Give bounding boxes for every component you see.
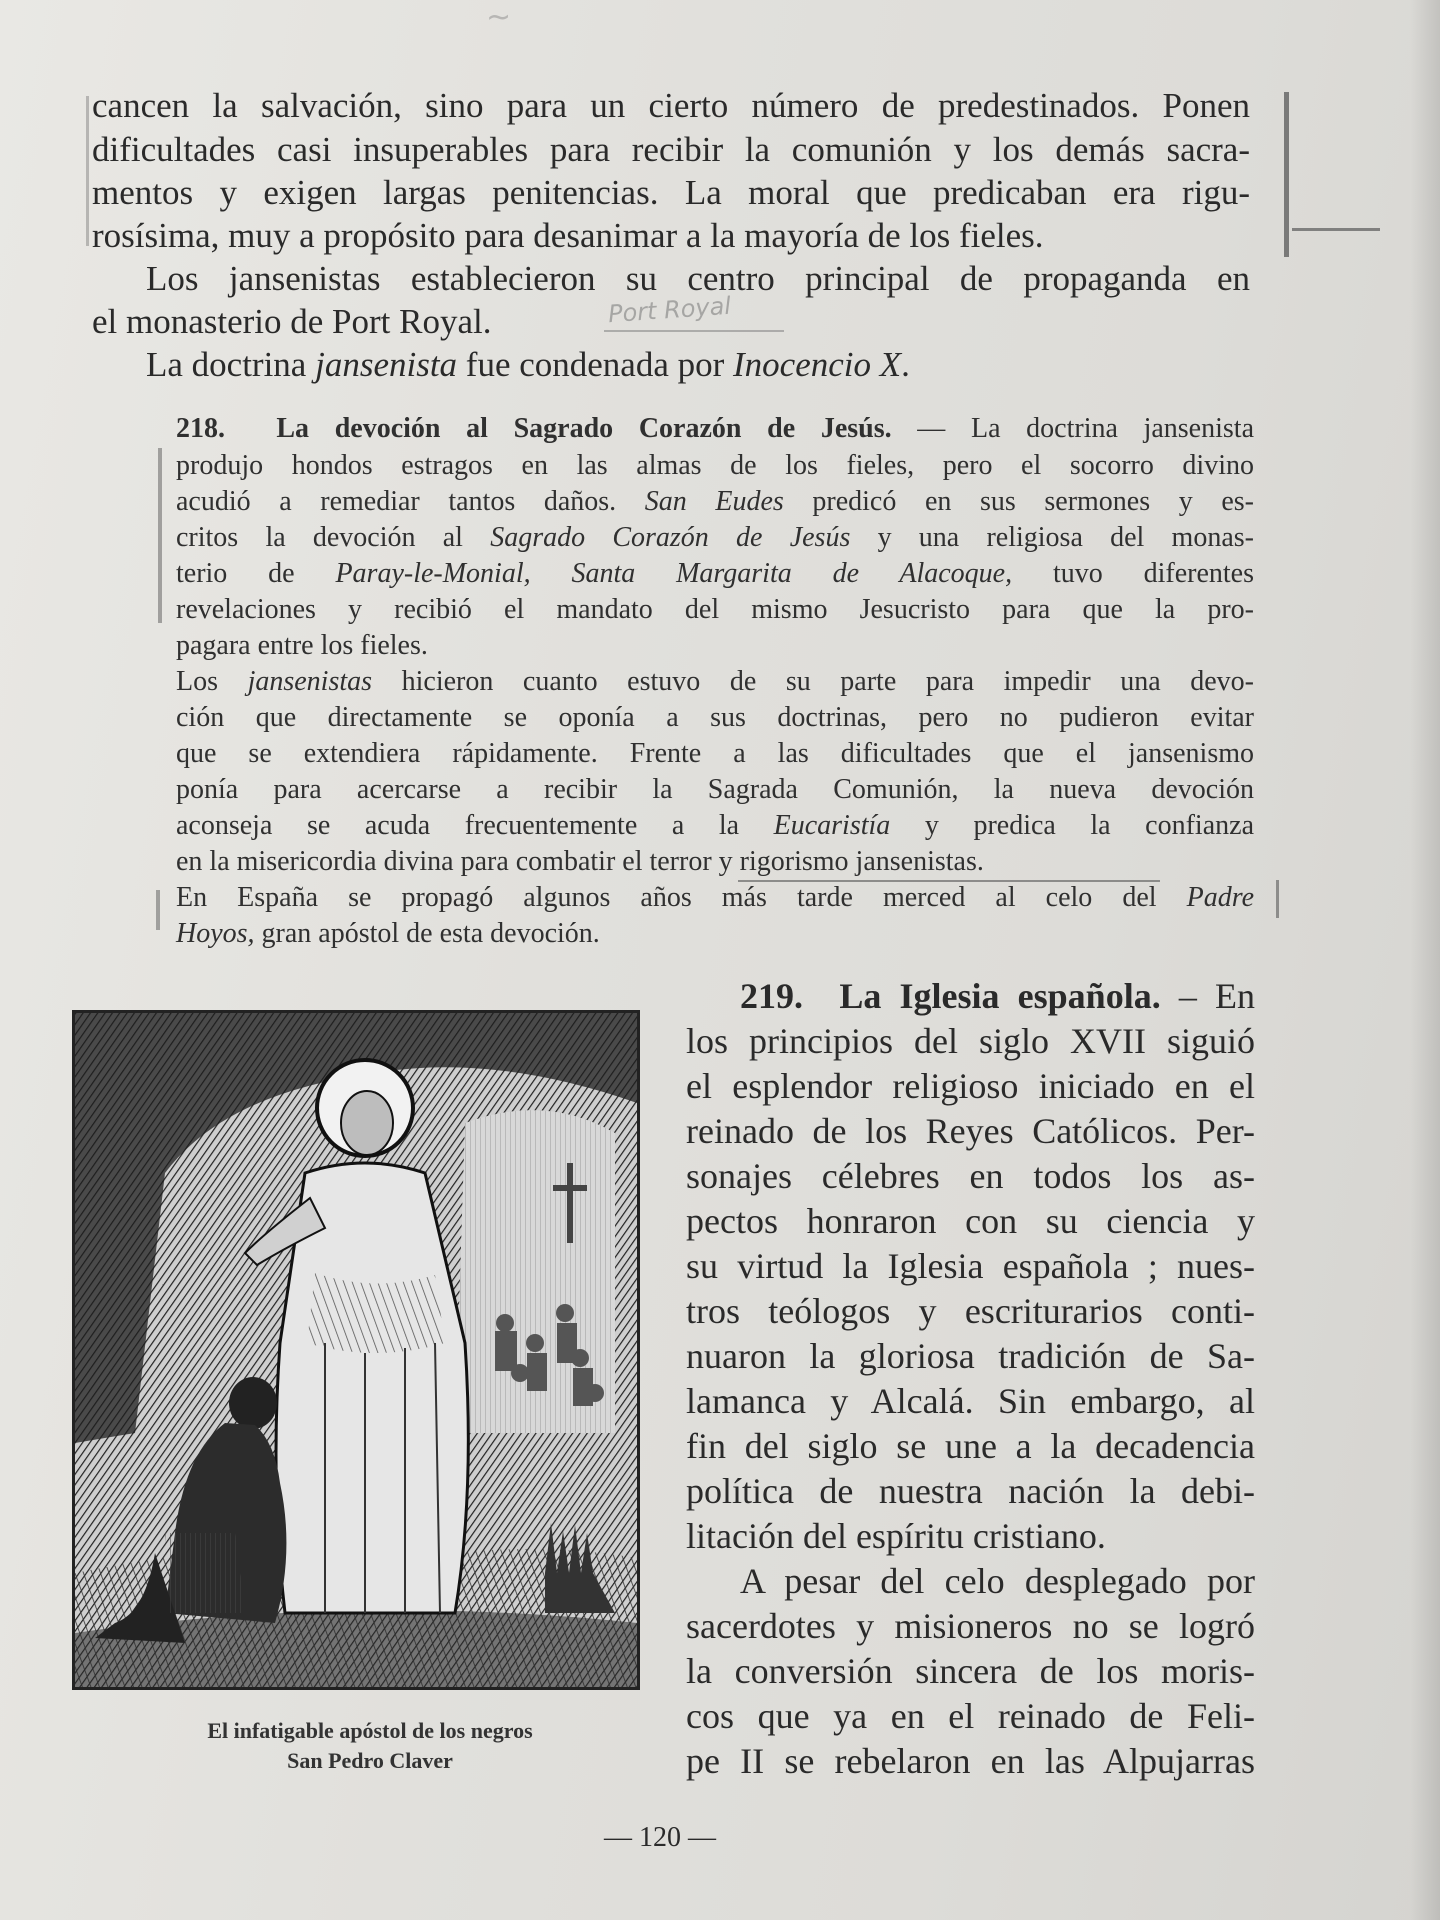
top-line-6: el monasterio de Port Royal. (92, 302, 492, 341)
section-218-line-8: Los jansenistas hicieron cuanto estuvo de su parte para impedir una devo- (176, 666, 1254, 697)
section-218-line-7: pagara entre los fieles. (176, 630, 428, 661)
margin-mark-218 (158, 448, 162, 623)
section-219-line: sonajes célebres en todos los as- (686, 1156, 1255, 1196)
section-219-para2-line: pe II se rebelaron en las Alpujarras (686, 1741, 1255, 1781)
margin-mark-left (86, 96, 89, 246)
section-218-line-6: revelaciones y recibió el mandato del mismo Jesucristo para que la pro- (176, 594, 1254, 625)
section-218-line-10: que se extendiera rápidamente. Frente a las dificultades que el jansenismo (176, 738, 1254, 769)
section-219-para2-line: A pesar del celo desplegado por (740, 1561, 1255, 1601)
top-line-2: dificultades casi insuperables para recibir la comunión y los demás sacra- (92, 130, 1250, 169)
section-219-line: el esplendor religioso iniciado en el (686, 1066, 1255, 1106)
page-edge-shadow (1410, 0, 1440, 1920)
section-219-line: nuaron la gloriosa tradición de Sa- (686, 1336, 1255, 1376)
margin-mark-218-c (1276, 880, 1279, 918)
illustration-caption-line-1: El infatigable apóstol de los negros (207, 1718, 533, 1743)
section-219-line: su virtud la Iglesia española ; nues- (686, 1246, 1255, 1286)
section-218-line-4: critos la devoción al Sagrado Corazón de Jesús y una religiosa del monas- (176, 522, 1254, 553)
section-219-line: litación del espíritu cristiano. (686, 1516, 1106, 1556)
section-218-line-5: terio de Paray-le-Monial, Santa Margarita de Alacoque, tuvo diferentes (176, 558, 1254, 589)
woodcut-illustration-san-pedro-claver (72, 1010, 640, 1690)
section-219-para2-line: cos que ya en el reinado de Feli- (686, 1696, 1255, 1736)
section-219-line: tros teólogos y escriturarios conti- (686, 1291, 1255, 1331)
section-219-heading: La Iglesia española. (839, 976, 1161, 1016)
section-218-line-13: en la misericordia divina para combatir el terror y rigorismo jansenistas. (176, 846, 984, 877)
section-219-line: política de nuestra nación la debi- (686, 1471, 1255, 1511)
section-218-line-11: ponía para acercarse a recibir la Sagrada Comunión, la nueva devoción (176, 774, 1254, 805)
margin-mark-arrow (1292, 228, 1380, 231)
top-line-4: rosísima, muy a propósito para desanimar a la mayoría de los fieles. (92, 216, 1044, 255)
pencil-scribble: ~ (486, 0, 512, 35)
margin-mark-218-b (156, 890, 160, 930)
section-219-para2-line: sacerdotes y misioneros no se logró (686, 1606, 1255, 1646)
section-219-para2-line: la conversión sincera de los moris- (686, 1651, 1255, 1691)
section-219-heading-line: 219. La Iglesia española. – En (740, 976, 1256, 1016)
top-line-5: Los jansenistas establecieron su centro principal de propaganda en (146, 259, 1250, 298)
section-218-line-1: 218. La devoción al Sagrado Corazón de Jesús. — La doctrina jansenista (176, 413, 1254, 444)
illustration-caption-line-2: San Pedro Claver (287, 1748, 453, 1773)
section-219-line: reinado de los Reyes Católicos. Per- (686, 1111, 1255, 1151)
margin-mark (1284, 92, 1289, 257)
handwritten-underline (604, 330, 784, 332)
handwritten-note: Port Royal (607, 291, 732, 329)
top-line-3: mentos y exigen largas penitencias. La moral que predicaban era rigu- (92, 173, 1250, 212)
top-line-condemn: La doctrina jansenista fue condenada por Inocencio X. (146, 345, 910, 384)
section-218-line-3: acudió a remediar tantos daños. San Eudes predicó en sus sermones y es- (176, 486, 1254, 517)
section-219-line: los principios del siglo XVII siguió (686, 1021, 1255, 1061)
section-219-line: pectos honraron con su ciencia y (686, 1201, 1255, 1241)
section-218-line-9: ción que directamente se oponía a sus doctrinas, pero no pudieron evitar (176, 702, 1254, 733)
section-218-line-2: produjo hondos estragos en las almas de los fieles, pero el socorro divino (176, 450, 1254, 481)
section-219-line: lamanca y Alcalá. Sin embargo, al (686, 1381, 1255, 1421)
section-219-line: fin del siglo se une a la decadencia (686, 1426, 1255, 1466)
section-218-heading: La devoción al Sagrado Corazón de Jesús. (276, 413, 892, 444)
section-218-line-12: aconseja se acuda frecuentemente a la Eucaristía y predica la confianza (176, 810, 1254, 841)
page-number: — 120 — (604, 1822, 716, 1853)
top-line-1: cancen la salvación, sino para un cierto número de predestinados. Ponen (92, 86, 1250, 125)
section-218-line-14: En España se propagó algunos años más tarde merced al celo del Padre (176, 882, 1254, 913)
section-218-line-15: Hoyos, gran apóstol de esta devoción. (176, 918, 600, 949)
